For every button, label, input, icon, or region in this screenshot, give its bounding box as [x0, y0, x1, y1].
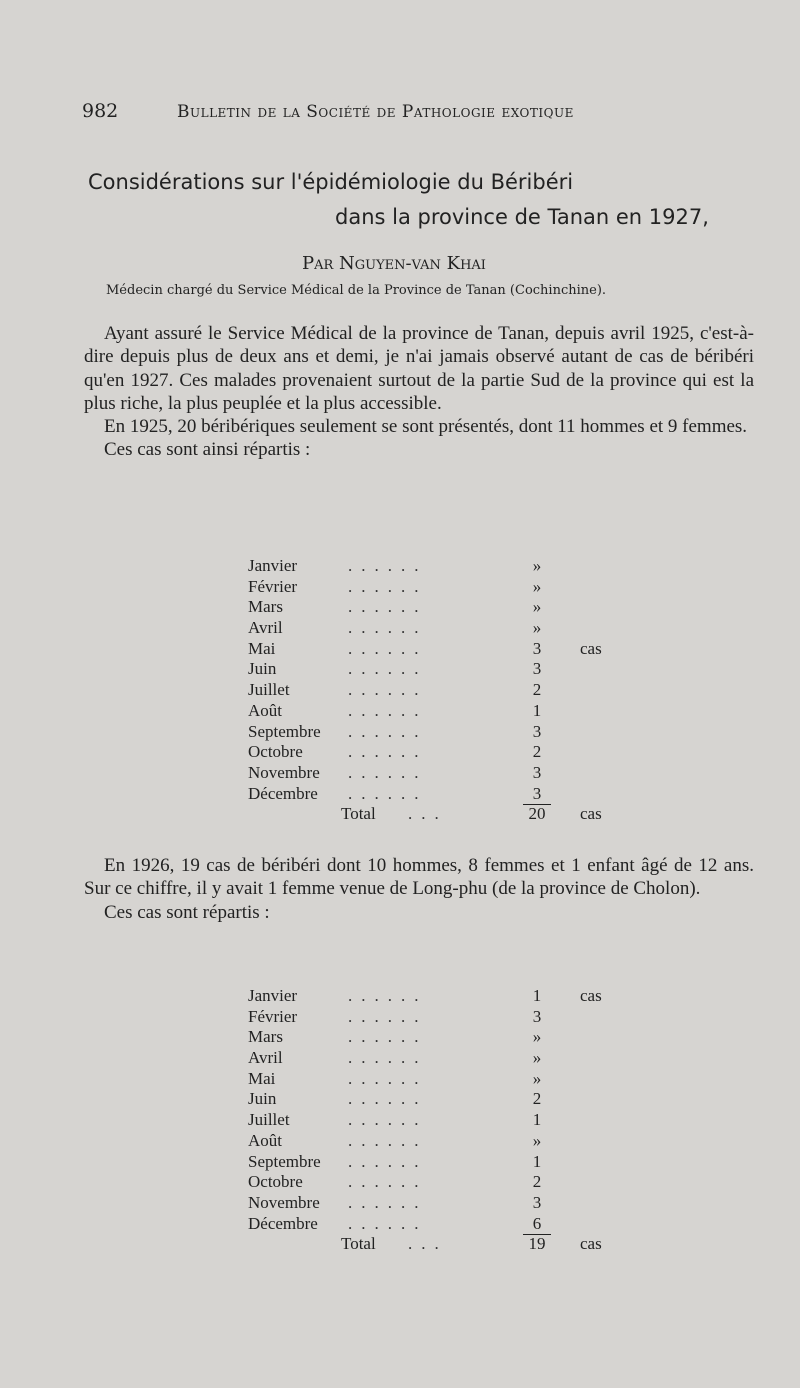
case-count: »	[532, 576, 542, 596]
leader-dots: ......	[348, 1172, 428, 1192]
leader-dots: ......	[348, 659, 428, 679]
leader-dots: ......	[348, 1006, 428, 1026]
month-label: Janvier	[248, 986, 298, 1005]
paragraph: Ces cas sont ainsi répartis :	[104, 439, 311, 461]
table-row	[248, 659, 608, 680]
table-row	[248, 763, 608, 784]
month-label: Mars	[248, 597, 283, 617]
table-row	[248, 784, 608, 805]
case-count: 6	[523, 1214, 551, 1236]
leader-dots: ......	[348, 680, 428, 700]
case-count: 2	[532, 1089, 542, 1109]
month-label: Avril	[248, 1048, 283, 1068]
month-label: Mai	[248, 638, 276, 658]
case-count: 3	[532, 762, 542, 782]
table-row	[248, 577, 608, 598]
paragraph: En 1926, 19 cas de béribéri dont 10 hommes, 8 femmes et 1 enfant âgé de 12 ans. Sur ce chiffre, il y avait 1 femme venue de Long-phu (de la province de Cholon).	[84, 855, 754, 900]
leader-dots: ......	[348, 986, 428, 1005]
case-count: 3	[523, 784, 551, 806]
leader-dots: ......	[348, 597, 428, 617]
affiliation: Médecin chargé du Service Médical de la Province de Tanan (Cochinchine).	[106, 283, 607, 298]
case-count: »	[532, 1027, 542, 1047]
case-count: 3	[532, 721, 542, 741]
leader-dots: ......	[348, 556, 428, 575]
leader-dots: ......	[348, 742, 428, 762]
month-label: Juillet	[248, 680, 290, 700]
journal-title: Bulletin de la Société de Pathologie exotique	[177, 102, 574, 122]
month-label: Novembre	[248, 1192, 320, 1212]
case-count: 2	[532, 680, 542, 700]
case-count: »	[532, 1068, 542, 1088]
case-count: 3	[532, 659, 542, 679]
leader-dots: ......	[348, 1048, 428, 1068]
body-section-2	[84, 854, 754, 924]
month-label: Août	[248, 700, 282, 720]
running-header	[82, 100, 732, 130]
case-count: 3	[532, 1192, 542, 1212]
case-count: 1	[532, 1151, 542, 1171]
table-row	[248, 1069, 608, 1090]
article-title-line1: Considérations sur l'épidémiologie du Béribéri	[88, 170, 574, 194]
table-row	[248, 639, 608, 660]
month-label: Décembre	[248, 1213, 318, 1233]
leader-dots: ......	[348, 618, 428, 638]
case-count: 3	[532, 638, 542, 658]
month-label: Juillet	[248, 1110, 290, 1130]
table-row	[248, 742, 608, 763]
article-title-line2: dans la province de Tanan en 1927,	[335, 205, 709, 229]
case-count: 1	[532, 1110, 542, 1130]
table-row	[248, 1214, 608, 1235]
paragraph: Ayant assuré le Service Médical de la province de Tanan, depuis avril 1925, c'est-à-dire depuis plus de deux ans et demi, je n'ai jamais observé autant de cas de béribéri qu'en 1927. Ces malades provenaient surtout de la partie Sud de la province qui est la plus riche, la plus peuplée et la plus accessible.	[84, 323, 754, 414]
leader-dots: ......	[348, 1130, 428, 1150]
total-row	[248, 804, 608, 825]
leader-dots: ......	[348, 1089, 428, 1109]
month-label: Juin	[248, 659, 277, 679]
page-number: 982	[82, 100, 119, 122]
unit-label: cas	[580, 638, 602, 658]
month-label: Juin	[248, 1089, 277, 1109]
case-count: »	[532, 618, 542, 638]
cases-table-1925	[248, 556, 608, 825]
table-row	[248, 722, 608, 743]
month-label: Février	[248, 1006, 298, 1026]
case-count: 1	[532, 986, 542, 1005]
table-row	[248, 680, 608, 701]
month-label: Décembre	[248, 783, 318, 803]
paragraph: Ces cas sont répartis :	[104, 901, 270, 923]
leader-dots: ......	[348, 576, 428, 596]
leader-dots: ......	[348, 700, 428, 720]
case-count: »	[532, 556, 542, 575]
leader-dots: ......	[348, 638, 428, 658]
leader-dots: ...	[408, 1234, 448, 1254]
month-label: Février	[248, 576, 298, 596]
leader-dots: ......	[348, 1027, 428, 1047]
month-label: Avril	[248, 618, 283, 638]
leader-dots: ......	[348, 1151, 428, 1171]
month-label: Mai	[248, 1068, 276, 1088]
case-count: 2	[532, 1172, 542, 1192]
table-row	[248, 1110, 608, 1131]
body-section-1	[84, 322, 754, 462]
leader-dots: ......	[348, 721, 428, 741]
month-label: Janvier	[248, 556, 298, 575]
month-label: Octobre	[248, 742, 303, 762]
table-row	[248, 618, 608, 639]
table-row	[248, 1089, 608, 1110]
case-count: »	[532, 1130, 542, 1150]
case-count: 2	[532, 742, 542, 762]
paragraph: En 1925, 20 béribériques seulement se sont présentés, dont 11 hommes et 9 femmes.	[104, 416, 748, 438]
table-row	[248, 597, 608, 618]
leader-dots: ......	[348, 1192, 428, 1212]
month-label: Octobre	[248, 1172, 303, 1192]
leader-dots: ......	[348, 762, 428, 782]
table-row	[248, 1193, 608, 1214]
unit-label: cas	[580, 986, 602, 1005]
total-row	[248, 1234, 608, 1255]
table-row	[248, 1027, 608, 1048]
table-row	[248, 556, 608, 577]
month-label: Août	[248, 1130, 282, 1150]
leader-dots: ......	[348, 1110, 428, 1130]
month-label: Mars	[248, 1027, 283, 1047]
month-label: Septembre	[248, 1151, 321, 1171]
unit-label: cas	[580, 1234, 602, 1254]
leader-dots: ......	[348, 1213, 428, 1233]
table-row	[248, 1048, 608, 1069]
table-row	[248, 1007, 608, 1028]
month-label: Novembre	[248, 762, 320, 782]
total-value: 20	[528, 804, 546, 824]
unit-label: cas	[580, 804, 602, 824]
case-count: »	[532, 597, 542, 617]
table-row	[248, 986, 608, 1007]
total-label: Total	[341, 804, 376, 824]
table-row	[248, 1131, 608, 1152]
month-label: Septembre	[248, 721, 321, 741]
total-value: 19	[528, 1234, 546, 1254]
leader-dots: ......	[348, 783, 428, 803]
table-row	[248, 1152, 608, 1173]
leader-dots: ...	[408, 804, 448, 824]
case-count: »	[532, 1048, 542, 1068]
cases-table-1926	[248, 986, 608, 1255]
case-count: 1	[532, 700, 542, 720]
author: Par Nguyen-van Khai	[302, 253, 486, 274]
table-row	[248, 701, 608, 722]
total-label: Total	[341, 1234, 376, 1254]
table-row	[248, 1172, 608, 1193]
leader-dots: ......	[348, 1068, 428, 1088]
case-count: 3	[532, 1006, 542, 1026]
